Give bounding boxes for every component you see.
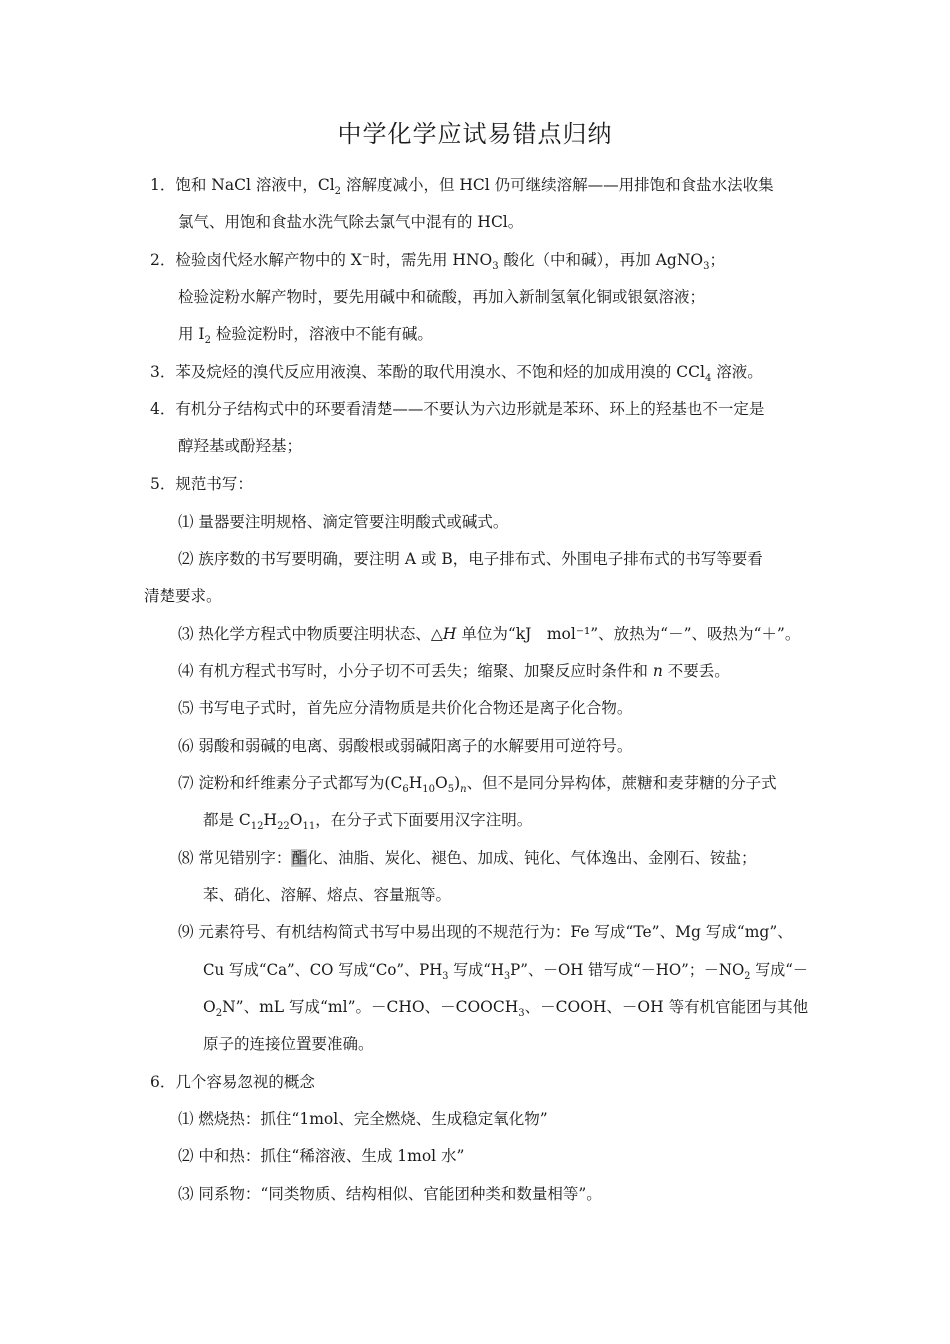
item5-sub8-line1: ⑻ 常见错别字：酯化、油脂、炭化、褪色、加成、钝化、气体逸出、金刚石、铵盐； [178, 849, 757, 867]
item5-sub4: ⑷ 有机方程式书写时，小分子切不可丢失；缩聚、加聚反应时条件和 n 不要丢。 [178, 662, 730, 680]
item5-heading: 5．规范书写： [150, 475, 253, 493]
item5-sub9-line4: 原子的连接位置要准确。 [203, 1035, 374, 1053]
item5-sub9-line3: $O_2N$”、mL 写成“ml”。－CHO、$-COOCH_3$、－COOH、－OH 等有机官能团与其他 [203, 998, 809, 1019]
item6-sub3: ⑶ 同系物：“同类物质、结构相似、官能团种类和数量相等”。 [178, 1185, 602, 1203]
item5-sub5: ⑸ 书写电子式时，首先应分清物质是共价化合物还是离子化合物。 [178, 699, 633, 717]
item3-line1: 3．苯及烷烃的溴代反应用液溴、苯酚的取代用溴水、不饱和烃的加成用溴的 CCl$_4$ 溶液。 [150, 363, 763, 384]
item5-sub2-line1: ⑵ 族序数的书写要明确，要注明 A 或 B，电子排布式、外围电子排布式的书写等要看 [178, 550, 763, 568]
item6-sub1: ⑴ 燃烧热：抓住“1mol、完全燃烧、生成稳定氧化物” [178, 1110, 548, 1128]
item6-heading: 6．几个容易忽视的概念 [150, 1073, 315, 1091]
item5-sub2-line2: 清楚要求。 [144, 587, 222, 605]
page-title: 中学化学应试易错点归纳 [337, 120, 613, 148]
item1-line2: 氯气、用饱和食盐水洗气除去氯气中混有的 HCl。 [178, 213, 524, 231]
item5-sub3: ⑶ 热化学方程式中物质要注明状态、△H 单位为“kJ mol⁻¹”、放热为“－”、吸热为“＋”。 [178, 625, 801, 643]
item5-sub1: ⑴ 量器要注明规格、滴定管要注明酸式或碱式。 [178, 513, 509, 531]
item6-sub2: ⑵ 中和热：抓住“稀溶液、生成 1mol 水” [178, 1147, 465, 1165]
item2-line1: 2．检验卤代烃水解产物中的 X⁻时，需先用 $HNO_3$ 酸化（中和碱），再加 AgNO$_3$； [150, 251, 725, 272]
item5-sub7-line2: 都是 $C_{12}H_{22}O_{11}$，在分子式下面要用汉字注明。 [203, 811, 533, 832]
item5-sub6: ⑹ 弱酸和弱碱的电离、弱酸根或弱碱阳离子的水解要用可逆符号。 [178, 737, 633, 755]
item2-line3: 用 $I_2$ 检验淀粉时，溶液中不能有碱。 [178, 325, 433, 346]
item5-sub9-line2: Cu 写成“Ca”、CO 写成“Co”、$PH_3$ 写成“$H_3P$”、－OH 错写成“－HO”；$-NO_2$ 写成“－ [203, 961, 808, 982]
item5-sub7-line1: ⑺ 淀粉和纤维素分子式都写为$(C_6H_{10}O_5)_n$、但不是同分异构体，蔗糖和麦芽糖的分子式 [178, 774, 777, 795]
highlighted-char: 酯 [291, 849, 307, 867]
item5-sub8-line2: 苯、硝化、溶解、熔点、容量瓶等。 [203, 886, 452, 904]
item2-line2: 检验淀粉水解产物时，要先用碱中和硫酸，再加入新制氢氧化铜或银氨溶液； [178, 288, 706, 306]
item4-line1: 4．有机分子结构式中的环要看清楚——不要认为六边形就是苯环、环上的羟基也不一定是 [150, 400, 765, 418]
item5-sub9-line1: ⑼ 元素符号、有机结构简式书写中易出现的不规范行为：Fe 写成“Te”、Mg 写成“mg”、 [178, 923, 793, 941]
item1-line1: 1．饱和 NaCl 溶液中，$Cl_2$ 溶解度减小，但 HCl 仍可继续溶解——用排饱和食盐水法收集 [150, 176, 774, 197]
item4-line2: 醇羟基或酚羟基； [178, 437, 303, 455]
